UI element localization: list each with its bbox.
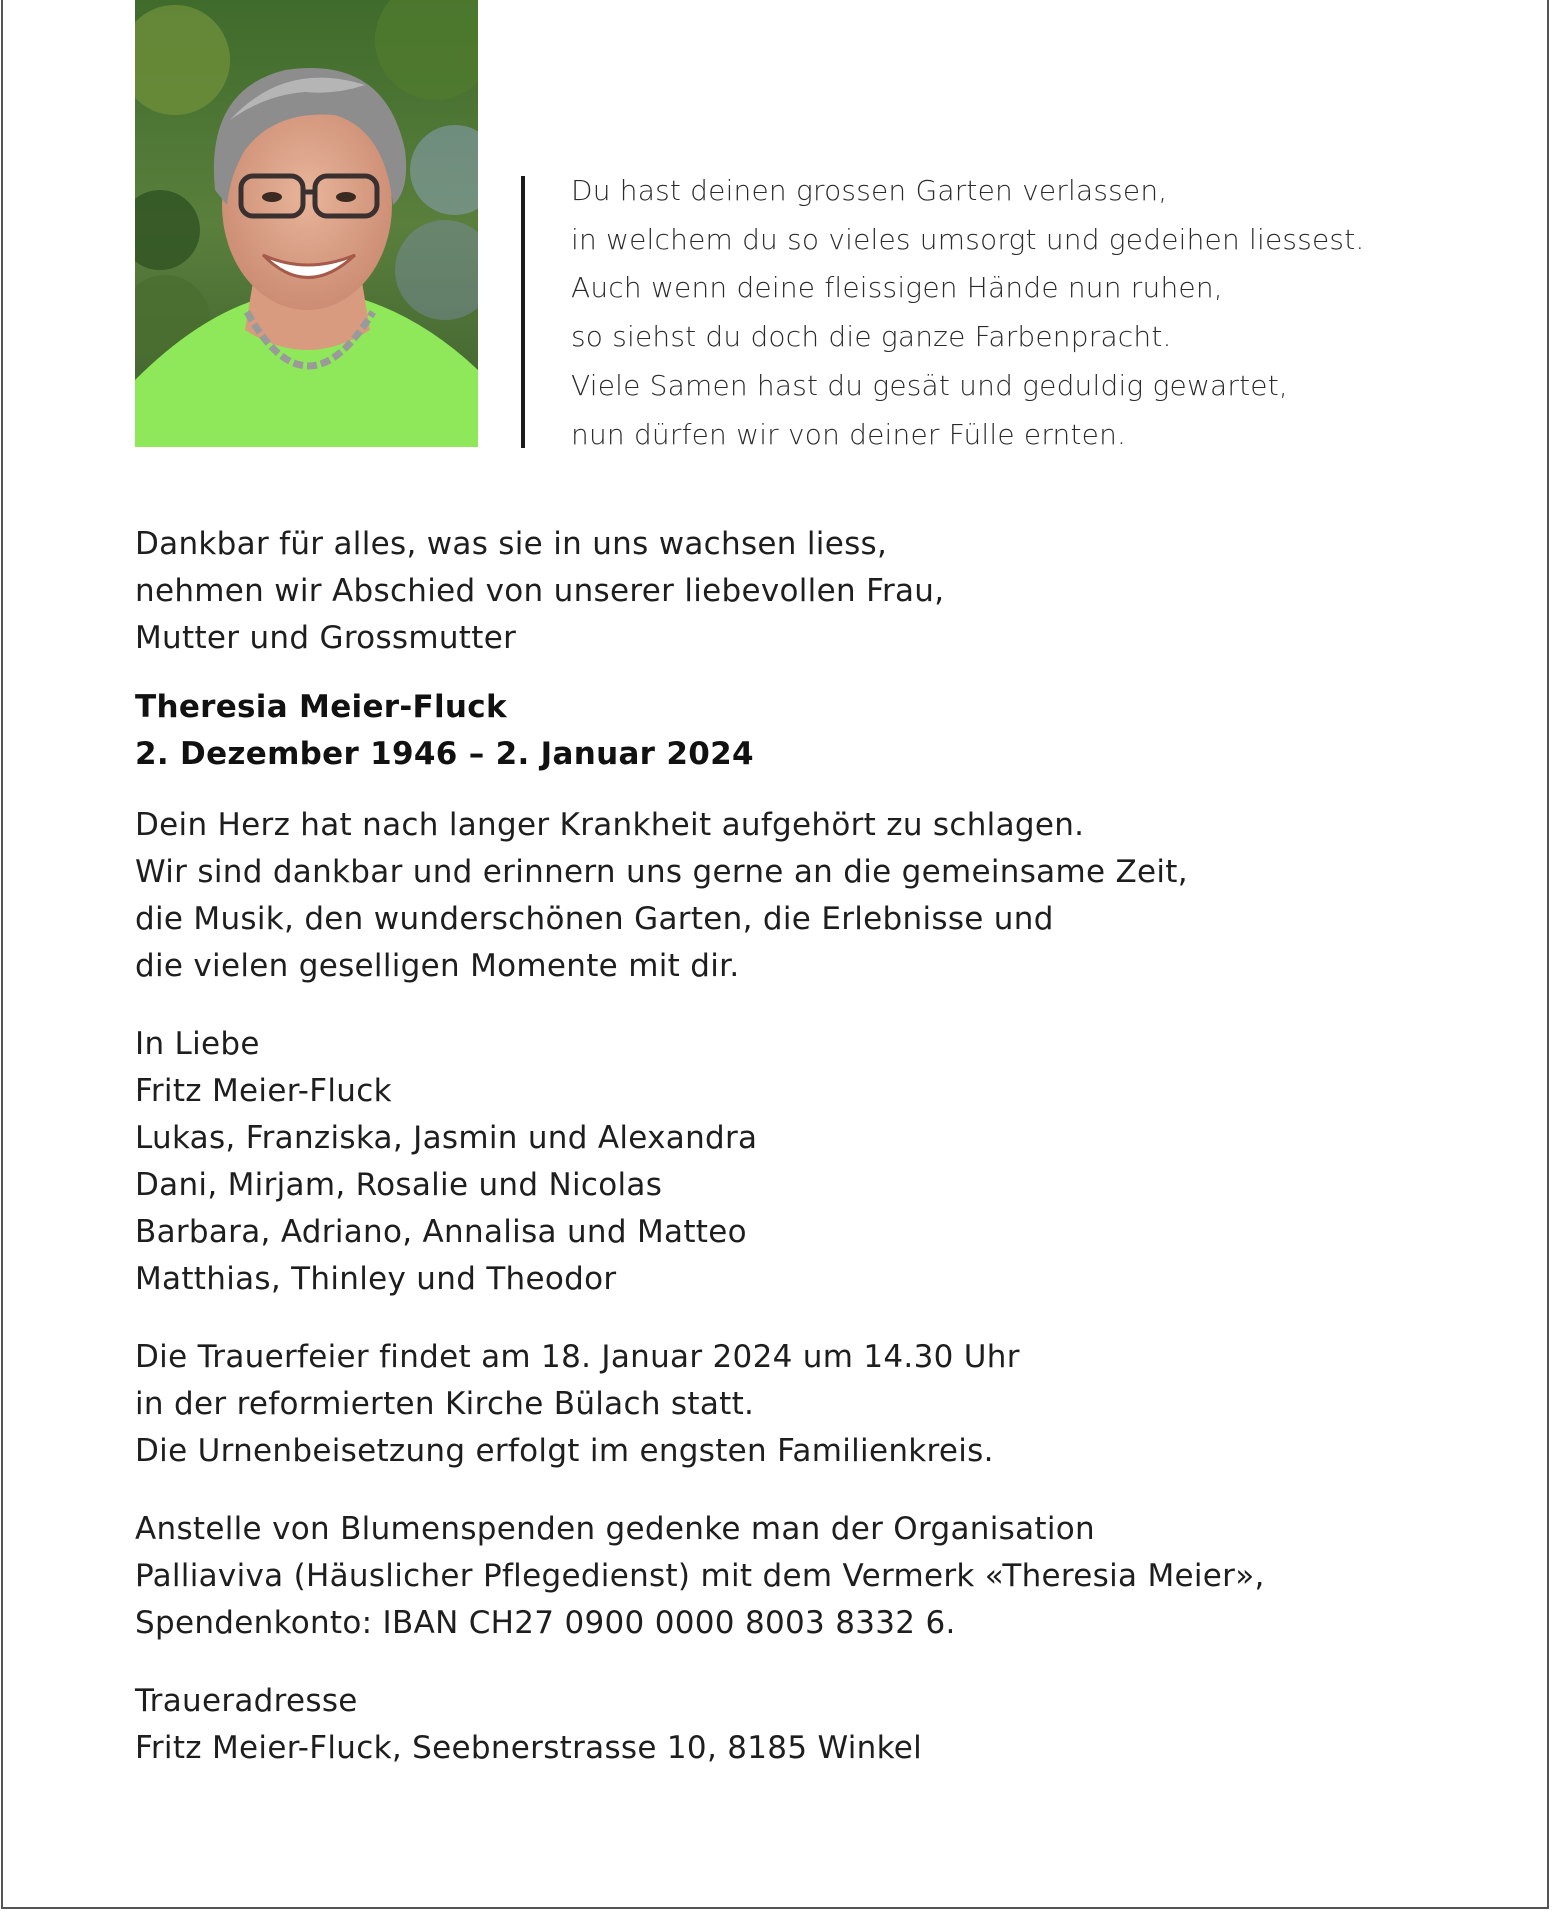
poem (571, 167, 1531, 459)
deceased-dates: 2. Dezember 1946 – 2. Januar 2024 (135, 736, 754, 772)
message-line: Wir sind dankbar und erinnern uns gerne an die gemeinsame Zeit, (135, 854, 1188, 890)
donation-info (135, 1506, 1515, 1647)
signatory-line: Matthias, Thinley und Theodor (135, 1261, 617, 1297)
donation-line: Spendenkonto: IBAN CH27 0900 0000 8003 8332 6. (135, 1605, 956, 1641)
signatory-line: Fritz Meier-Fluck (135, 1073, 392, 1109)
signatory-line: In Liebe (135, 1026, 260, 1062)
obituary-body (135, 521, 1515, 1772)
message-line: Dein Herz hat nach langer Krankheit aufgehört zu schlagen. (135, 807, 1085, 843)
message-line: die Musik, den wunderschönen Garten, die Erlebnisse und (135, 901, 1054, 937)
poem-line: so siehst du doch die ganze Farbenpracht. (571, 320, 1172, 354)
intro-line: Mutter und Grossmutter (135, 620, 517, 656)
poem-line: Du hast deinen grossen Garten verlassen, (571, 174, 1168, 207)
signatory-line: Dani, Mirjam, Rosalie und Nicolas (135, 1167, 663, 1203)
portrait-photo (135, 0, 478, 447)
donation-line: Palliaviva (Häuslicher Pflegedienst) mit dem Vermerk «Theresia Meier», (135, 1558, 1265, 1594)
poem-divider (521, 176, 525, 448)
mourning-address (135, 1678, 1515, 1772)
poem-line: in welchem du so vieles umsorgt und gedeihen liessest. (571, 222, 1365, 256)
poem-line: nun dürfen wir von deiner Fülle ernten. (571, 417, 1127, 451)
poem-line: Viele Samen hast du gesät und geduldig gewartet, (571, 368, 1289, 402)
service-line: Die Trauerfeier findet am 18. Januar 2024 um 14.30 Uhr (135, 1339, 1020, 1375)
deceased-name: Theresia Meier-Fluck (135, 689, 507, 725)
intro-line: Dankbar für alles, was sie in uns wachsen liess, (135, 526, 888, 562)
signatory-line: Barbara, Adriano, Annalisa und Matteo (135, 1214, 747, 1250)
signatory-line: Lukas, Franziska, Jasmin und Alexandra (135, 1120, 758, 1156)
intro-line: nehmen wir Abschied von unserer liebevollen Frau, (135, 573, 945, 609)
portrait-image (135, 0, 478, 447)
intro-paragraph (135, 521, 1515, 662)
message-line: die vielen geselligen Momente mit dir. (135, 948, 740, 984)
service-line: Die Urnenbeisetzung erfolgt im engsten Familienkreis. (135, 1433, 994, 1469)
service-line: in der reformierten Kirche Bülach statt. (135, 1386, 755, 1422)
signatories (135, 1021, 1515, 1303)
donation-line: Anstelle von Blumenspenden gedenke man der Organisation (135, 1511, 1095, 1547)
address-line: Fritz Meier-Fluck, Seebnerstrasse 10, 8185 Winkel (135, 1730, 923, 1766)
address-line: Traueradresse (135, 1683, 358, 1719)
service-info (135, 1334, 1515, 1475)
message-paragraph (135, 802, 1515, 990)
deceased-heading (135, 684, 1515, 778)
poem-line: Auch wenn deine fleissigen Hände nun ruhen, (571, 271, 1223, 305)
